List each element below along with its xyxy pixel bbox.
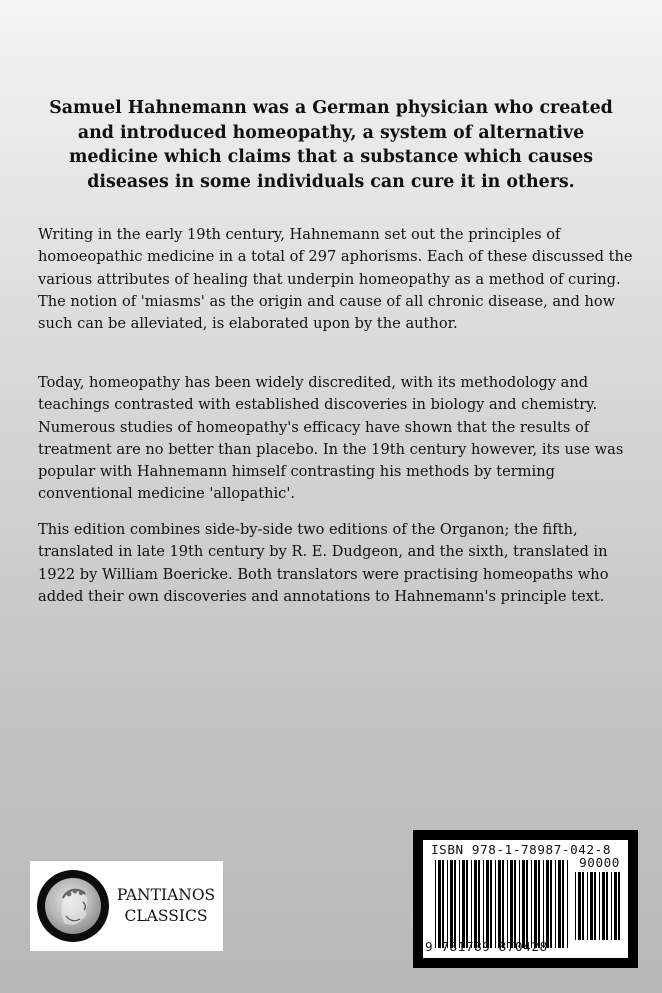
barcode-bar bbox=[495, 860, 496, 948]
barcode-bar bbox=[435, 860, 436, 948]
price-code: 90000 bbox=[579, 855, 620, 870]
barcode-bar bbox=[611, 872, 612, 940]
isbn-label: ISBN 978-1-78987-042-8 bbox=[431, 842, 612, 857]
barcode-bar bbox=[483, 860, 484, 948]
barcode-bar bbox=[442, 860, 444, 948]
publisher-name-line1: PANTIANOS bbox=[116, 886, 216, 904]
barcode-bar bbox=[606, 872, 608, 940]
back-cover-blurb: Samuel Hahnemann was a German physician who created and introduced homeopathy, a system of alternative medicine which claims that a substance which causes diseases in some individuals can cure it in others. bbox=[49, 98, 613, 192]
barcode-bar bbox=[438, 860, 441, 948]
barcode-bar bbox=[502, 860, 504, 948]
barcode-bar bbox=[510, 860, 513, 948]
barcode-bar bbox=[454, 860, 456, 948]
barcode-bar bbox=[447, 860, 448, 948]
barcode-bar bbox=[594, 872, 596, 940]
barcode-bar bbox=[514, 860, 516, 948]
barcode-bar bbox=[618, 872, 620, 940]
publisher-name-line2: CLASSICS bbox=[124, 907, 208, 925]
publisher-name bbox=[116, 885, 216, 927]
description-paragraph-1: Writing in the early 19th century, Hahnemann set out the principles of homoeopathic medicine in a total of 297 aphorisms. Each of these discussed the various attributes of healing that underpin homeopathy as a method of curing. The notion of 'miasms' as the origin and cause of all chronic disease, and how such can be alleviated, is elaborated upon by the author. bbox=[38, 226, 633, 333]
barcode-bar bbox=[582, 872, 584, 940]
barcode-bar bbox=[459, 860, 460, 948]
barcode-bar bbox=[531, 860, 532, 948]
barcode-bar bbox=[507, 860, 508, 948]
barcode-bar bbox=[575, 872, 576, 940]
barcode-bar bbox=[490, 860, 492, 948]
barcode-bar bbox=[550, 860, 552, 948]
barcode-bar bbox=[519, 860, 520, 948]
description-paragraph-2: Today, homeopathy has been widely discredited, with its methodology and teachings contrasted with established discoveries in biology and chemistry. Numerous studies of homeopathy's efficacy have shown that the results of treatment are no better than placebo. In the 19th century however, its use was popular with Hahnemann himself contrasting his methods by terming conventional medicine 'allopathic'. bbox=[38, 374, 624, 503]
barcode-bar bbox=[578, 872, 581, 940]
barcode-bar bbox=[587, 872, 588, 940]
barcode-bar bbox=[555, 860, 556, 948]
barcode-bar bbox=[538, 860, 540, 948]
barcode-bar bbox=[486, 860, 489, 948]
classical-head-medallion-icon bbox=[37, 870, 109, 942]
barcode-bar bbox=[599, 872, 600, 940]
ean-number: 9 781789 870428 bbox=[425, 939, 548, 954]
barcode-bar bbox=[558, 860, 561, 948]
barcode-bar bbox=[562, 860, 564, 948]
barcode-bar bbox=[498, 860, 501, 948]
barcode-bar bbox=[450, 860, 453, 948]
barcode-bar bbox=[602, 872, 605, 940]
barcode-bar bbox=[478, 860, 480, 948]
barcode-bar bbox=[474, 860, 477, 948]
barcode-bar bbox=[534, 860, 537, 948]
description-paragraph-3: This edition combines side-by-side two editions of the Organon; the fifth, translated in late 19th century by R. E. Dudgeon, and the sixth, translated in 1922 by William Boericke. Both translators were practising homeopaths who added their own discoveries and annotations to Hahnemann's principle text. bbox=[38, 521, 609, 605]
barcode-bar bbox=[522, 860, 525, 948]
barcode-bar bbox=[614, 872, 617, 940]
barcode-bar bbox=[590, 872, 593, 940]
barcode-bar bbox=[462, 860, 465, 948]
barcode-bar bbox=[466, 860, 468, 948]
barcode-panel bbox=[413, 830, 638, 968]
publisher-logo bbox=[30, 861, 223, 951]
barcode-bar bbox=[546, 860, 549, 948]
barcode-bar bbox=[567, 860, 568, 948]
barcode-bar bbox=[471, 860, 472, 948]
barcode-area bbox=[423, 840, 628, 958]
barcode-bar bbox=[526, 860, 528, 948]
barcode-bar bbox=[543, 860, 544, 948]
